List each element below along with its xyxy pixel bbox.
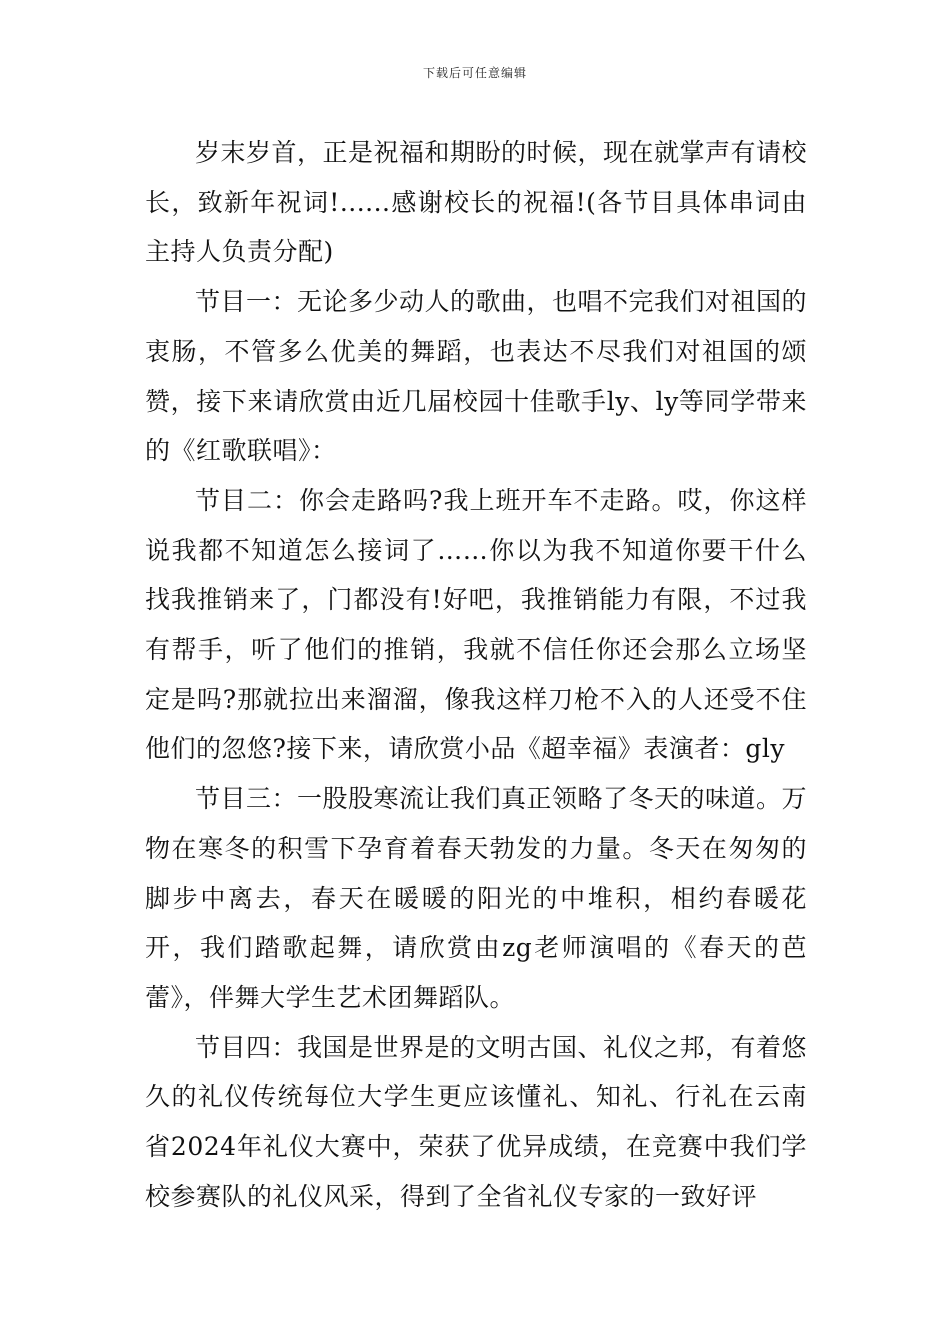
paragraph-program-3: 节目三：一股股寒流让我们真正领略了冬天的味道。万物在寒冬的积雪下孕育着春天勃发的力量。冬天在匆匆的脚步中离去，春天在暖暖的阳光的中堆积，相约春暖花开，我们踏歌起舞，请欣赏由zg老师演唱的《春天的芭蕾》，伴舞大学生艺术团舞蹈队。 (145, 784, 808, 1012)
document-body (145, 128, 807, 1221)
paragraph-opening: 岁末岁首，正是祝福和期盼的时候，现在就掌声有请校长，致新年祝词!......感谢校长的祝福!(各节目具体串词由主持人负责分配) (145, 138, 808, 267)
paragraph-program-2: 节目二：你会走路吗?我上班开车不走路。哎，你这样说我都不知道怎么接词了……你以为我不知道你要干什么找我推销来了，门都没有!好吧，我推销能力有限，不过我有帮手，听了他们的推销，我就不信任你还会那么立场坚定是吗?那就拉出来溜溜，像我这样刀枪不入的人还受不住他们的忽悠?接下来，请欣赏小品《超幸福》表演者：gly (145, 485, 807, 764)
paragraph-program-1: 节目一：无论多少动人的歌曲，也唱不完我们对祖国的衷肠，不管多么优美的舞蹈，也表达不尽我们对祖国的颂赞，接下来请欣赏由近几届校园十佳歌手ly、ly等同学带来的《红歌联唱》： (145, 287, 808, 466)
header-note: 下载后可任意编辑 (422, 66, 527, 80)
paragraph-program-4: 节目四：我国是世界是的文明古国、礼仪之邦，有着悠久的礼仪传统每位大学生更应该懂礼、知礼、行礼在云南省2024年礼仪大赛中，荣获了优异成绩，在竞赛中我们学校参赛队的礼仪风采，得到了全省礼仪专家的一致好评 (145, 1032, 808, 1211)
